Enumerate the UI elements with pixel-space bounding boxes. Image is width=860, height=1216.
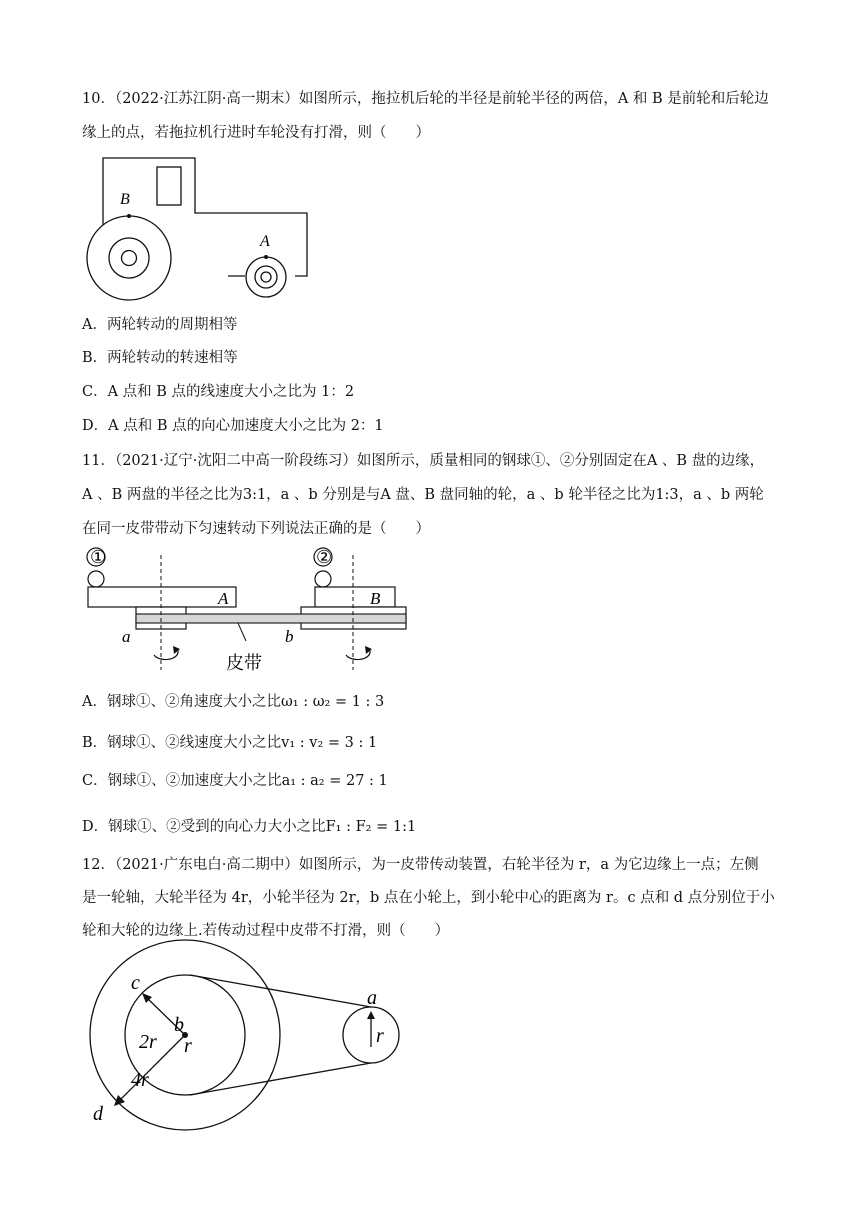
- q11-option-c: C．钢球①、②加速度大小之比a₁ : a₂ = 27 : 1: [82, 773, 388, 789]
- q10-stem-line2: 缘上的点，若拖拉机行进时车轮没有打滑，则（ ）: [82, 125, 430, 141]
- disk-b-label: B: [370, 589, 381, 608]
- q10-option-a: A．两轮转动的周期相等: [82, 317, 238, 333]
- q11-option-d: D．钢球①、②受到的向心力大小之比F₁ : F₂ = 1:1: [82, 819, 417, 835]
- q11-stem-line1: 11．（2021·辽宁·沈阳二中高一阶段练习）如图所示，质量相同的钢球①、②分别固定在A 、B 盘的边缘，: [82, 453, 765, 469]
- tractor-figure: [80, 152, 320, 302]
- label-d: d: [93, 1103, 103, 1125]
- q11-option-b: B．钢球①、②线速度大小之比v₁ : v₂ = 3 : 1: [82, 735, 378, 751]
- q12-stem-line3: 轮和大轮的边缘上.若传动过程中皮带不打滑，则（ ）: [82, 923, 450, 939]
- q10-stem-line1: 10．（2022·江苏江阴·高一期末）如图所示，拖拉机后轮的半径是前轮半径的两倍，A 和 B 是前轮和后轮边: [82, 91, 769, 107]
- ball2-label: ②: [316, 547, 333, 567]
- label-b: b: [174, 1014, 184, 1036]
- q12-stem-line2: 是一轮轴，大轮半径为 4r，小轮半径为 2r，b 点在小轮上，到小轮中心的距离为 r。c 点和 d 点分别位于小: [82, 890, 775, 906]
- label-b: B: [120, 191, 130, 208]
- belt-drive-figure: [80, 960, 410, 1130]
- label-r-right: r: [376, 1025, 384, 1047]
- wheel-b-label: b: [285, 627, 294, 646]
- label-a: a: [367, 987, 377, 1009]
- q10-option-d: D．A 点和 B 点的向心加速度大小之比为 2：1: [82, 418, 384, 434]
- ball1-label: ①: [90, 547, 107, 567]
- label-a: A: [260, 233, 270, 250]
- q10-option-b: B．两轮转动的转速相等: [82, 350, 238, 366]
- q11-option-a: A．钢球①、②角速度大小之比ω₁ : ω₂ = 1 : 3: [82, 694, 385, 710]
- label-c: c: [131, 972, 140, 994]
- disk-a-label: A: [218, 589, 229, 608]
- belt-disk-figure: [80, 545, 420, 675]
- belt-label: 皮带: [226, 653, 262, 674]
- q11-stem-line2: A 、B 两盘的半径之比为3:1，a 、b 分别是与A 盘、B 盘同轴的轮，a 、b 轮半径之比为1:3，a 、b 两轮: [82, 487, 764, 503]
- label-2r: 2r: [139, 1031, 157, 1053]
- wheel-a-label: a: [122, 627, 131, 646]
- label-r-center: r: [184, 1035, 192, 1057]
- label-4r: 4r: [131, 1069, 149, 1091]
- q11-stem-line3: 在同一皮带带动下匀速转动下列说法正确的是（ ）: [82, 521, 430, 537]
- q10-option-c: C．A 点和 B 点的线速度大小之比为 1：2: [82, 384, 355, 400]
- q12-stem-line1: 12．（2021·广东电白·高二期中）如图所示，为一皮带传动装置，右轮半径为 r，a 为它边缘上一点；左侧: [82, 857, 759, 873]
